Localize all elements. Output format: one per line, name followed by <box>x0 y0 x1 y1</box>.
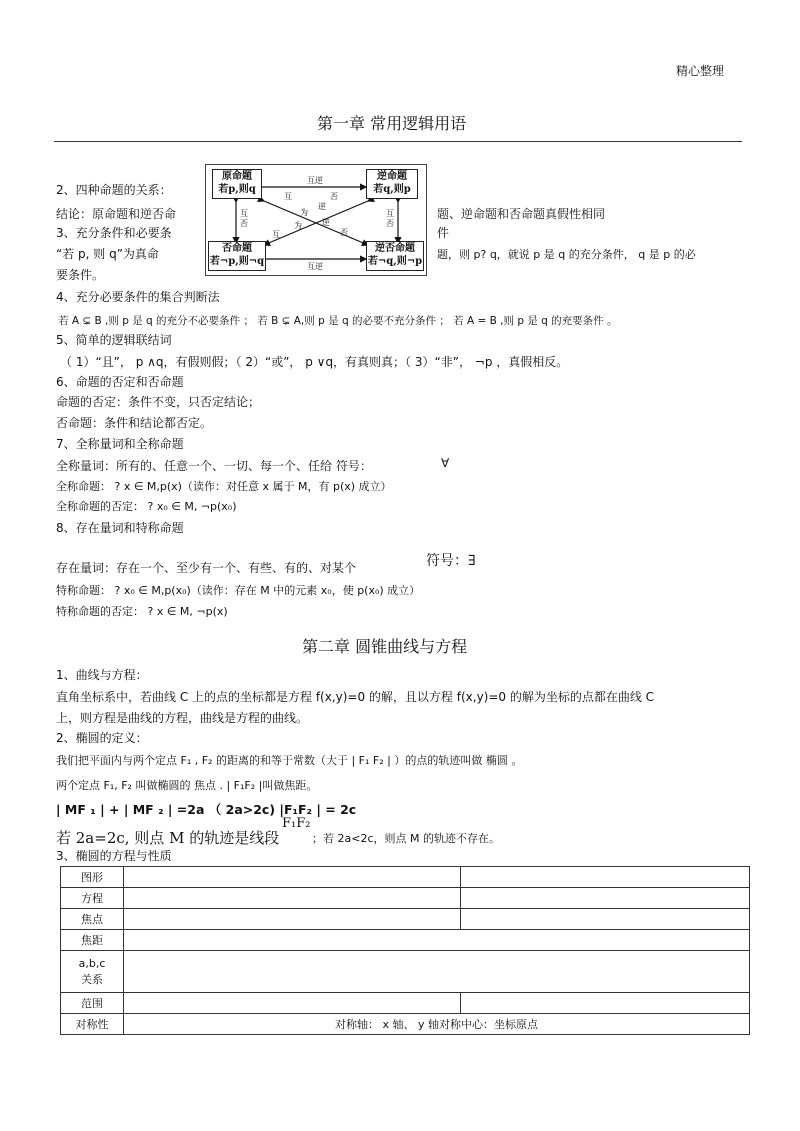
s4-body: 若 A ⊊ B ,则 p 是 q 的充分不必要条件 ； 若 B ⊊ A,则 p 是 q 的必要不充分条件 ； 若 A = B ,则 p 是 q 的充要条件 。 <box>58 315 618 327</box>
section-7-heading: 7、全称量词和全称命题 <box>56 437 184 451</box>
ch2-section-1-heading: 1、曲线与方程： <box>56 668 148 682</box>
section-3-heading: 3、充分条件和必要条 <box>56 226 172 240</box>
row-label: 方程 <box>61 888 124 909</box>
header-tag: 精心整理 <box>676 64 725 78</box>
ch2-section-3-heading: 3、椭圆的方程与性质 <box>56 849 172 863</box>
s2-conclusion-right: 题、逆命题和否命题真假性相同 <box>437 207 606 221</box>
s3-left-b: “若 p, 则 q”为真命 <box>56 247 159 261</box>
box-title: 逆否命题 <box>375 243 415 254</box>
inverse-proposition-box <box>208 241 266 271</box>
table-row <box>61 867 750 888</box>
table-row <box>61 1014 750 1035</box>
s7-universal-negation: 全称命题的否定： ? x₀ ∈ M, ¬p(x₀) <box>56 500 237 513</box>
table-row <box>61 951 750 993</box>
table-row <box>61 993 750 1014</box>
top-label: 互逆 <box>307 176 323 185</box>
table-cell <box>461 993 750 1014</box>
ch2-section-2-heading: 2、椭圆的定义： <box>56 731 148 745</box>
ch2-s2-foci: 两个定点 F₁, F₂ 叫做椭圆的 焦点 . | F₁F₂ |叫做焦距。 <box>56 779 318 792</box>
table-cell <box>461 909 750 930</box>
left-label-2: 否 <box>240 219 248 228</box>
s3-c: 要条件。 <box>56 268 105 282</box>
section-8-heading: 8、存在量词和特称命题 <box>56 521 184 535</box>
cross-label-3: 逆 <box>318 202 326 211</box>
cross-label-2: 为 <box>300 208 308 217</box>
bottom-label: 互逆 <box>307 262 323 271</box>
s8-existential-negation: 特称命题的否定： ? x ∈ M, ¬p(x) <box>56 605 228 618</box>
ch2-s1-body-a: 直角坐标系中，若曲线 C 上的点的坐标都是方程 f(x,y)=0 的解，且以方程 f(x,y)=0 的解为坐标的点都在曲线 C <box>56 690 655 704</box>
s7-universal: 全称命题： ? x ∈ M,p(x)（读作：对任意 x 属于 M，有 p(x) 成立） <box>56 480 392 493</box>
section-6-heading: 6、命题的否定和否命题 <box>56 375 184 389</box>
title-divider <box>54 141 742 142</box>
table-row <box>61 909 750 930</box>
section-4-heading: 4、充分必要条件的集合判断法 <box>56 290 220 304</box>
ch2-s2-segment: F₁F₂ <box>282 816 311 831</box>
chapter2-title: 第二章 圆锥曲线与方程 <box>302 637 468 656</box>
row-label: 图形 <box>61 867 124 888</box>
s8-quantifiers: 存在量词：存在一个、至少有一个、有些、有的、对某个 <box>56 561 357 575</box>
table-cell <box>461 888 750 909</box>
box-title: 逆命题 <box>377 171 407 182</box>
row-label: 对称性 <box>61 1014 124 1035</box>
s6-inverse: 否命题：条件和结论都否定。 <box>56 416 213 430</box>
left-label-1: 互 <box>240 209 248 218</box>
table-cell <box>124 993 461 1014</box>
row-label: 焦距 <box>61 930 124 951</box>
ch2-s2-definition: 我们把平面内与两个定点 F₁ , F₂ 的距离的和等于常数（大于 | F₁ F₂ | ）的点的轨迹叫做 椭圆 。 <box>56 754 523 767</box>
row-label: 范围 <box>61 993 124 1014</box>
table-row <box>61 888 750 909</box>
left-label <box>240 209 248 229</box>
right-label-1: 互 <box>386 209 394 218</box>
right-label-2: 否 <box>386 219 394 228</box>
box-form: 若¬p,则¬q <box>209 256 265 267</box>
box-title: 否命题 <box>222 243 252 254</box>
cross-label-1: 互 <box>284 192 292 201</box>
ch2-s2-case-big: 若 2a=2c, 则点 M 的轨迹是线段 <box>56 829 280 847</box>
row-label: a,b,c 关系 <box>61 951 124 993</box>
exists-symbol: 符号：∃ <box>426 553 476 569</box>
ellipse-properties-table <box>60 866 750 1035</box>
converse-proposition-box <box>366 169 418 199</box>
cross-label-4: 否 <box>330 192 338 201</box>
s3-right-b: 题，则 p? q，就说 p 是 q 的充分条件， q 是 p 的必 <box>437 248 696 261</box>
cross-label-8: 否 <box>340 228 348 237</box>
s7-quantifiers: 全称量词：所有的、任意一个、一切、每一个、任给 符号： <box>56 459 372 473</box>
table-cell <box>461 867 750 888</box>
row-label: 焦点 <box>61 909 124 930</box>
cross-label-6: 为 <box>294 221 302 230</box>
s8-existential: 特称命题： ? x₀ ∈ M,p(x₀)（读作：存在 M 中的元素 x₀，使 p(x₀) 成立） <box>56 584 421 597</box>
box-form: 若¬q,则¬p <box>367 256 423 267</box>
original-proposition-box <box>212 169 262 199</box>
table-row <box>61 930 750 951</box>
s3-right: 件 <box>437 226 450 240</box>
section-5-heading: 5、简单的逻辑联结词 <box>56 333 172 347</box>
table-cell <box>124 888 461 909</box>
symmetry-cell: 对称轴： x 轴、 y 轴对称中心：坐标原点 <box>124 1014 750 1035</box>
ch2-s2-case-rest: ；若 2a<2c，则点 M 的轨迹不存在。 <box>312 832 500 845</box>
section-2-heading: 2、四种命题的关系： <box>56 183 172 197</box>
s6-negation: 命题的否定：条件不变，只否定结论； <box>56 395 261 409</box>
box-form: 若p,则q <box>218 184 256 195</box>
right-label <box>386 209 394 229</box>
contrapositive-box <box>366 241 424 271</box>
cross-label-7: 逆 <box>322 218 330 227</box>
s5-body: （ 1）“且”， p ∧q，有假则假；（ 2）“或”， p ∨q，有真则真；（ 3）“非”， ¬p ，真假相反。 <box>60 355 569 369</box>
four-propositions-diagram <box>205 164 427 276</box>
table-cell <box>124 909 461 930</box>
forall-symbol: ∀ <box>441 456 450 470</box>
box-title: 原命题 <box>222 171 252 182</box>
table-cell <box>124 930 750 951</box>
ch2-s1-body-b: 上，则方程是曲线的方程，曲线是方程的曲线。 <box>56 711 309 725</box>
box-form: 若q,则p <box>373 184 411 195</box>
chapter1-title: 第一章 常用逻辑用语 <box>317 114 467 133</box>
s2-conclusion-left: 结论：原命题和逆否命 <box>56 207 177 221</box>
table-cell <box>124 867 461 888</box>
cross-label-5: 互 <box>272 230 280 239</box>
ch2-s2-formula: | MF ₁ | + | MF ₂ | =2a （ 2a>2c) |F₁F₂ | = 2c <box>56 802 357 817</box>
table-cell <box>124 951 750 993</box>
